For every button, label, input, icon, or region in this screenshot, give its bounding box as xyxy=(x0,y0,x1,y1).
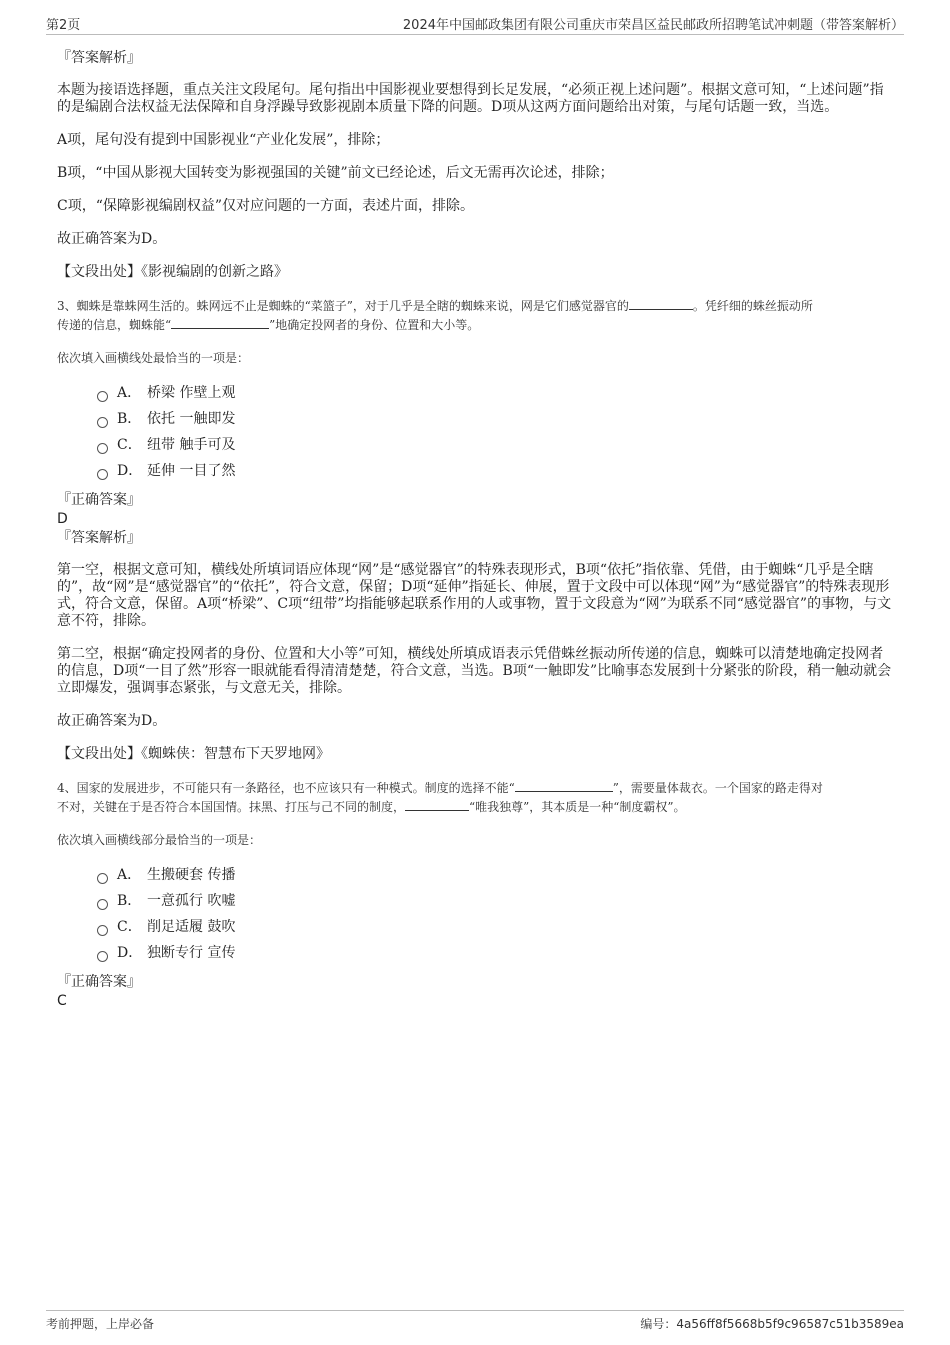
page-number: 第2页 xyxy=(46,18,81,33)
option-list xyxy=(57,862,897,966)
radio-icon[interactable] xyxy=(97,469,108,480)
blank-line xyxy=(405,798,469,811)
analysis-label: 『答案解析』 xyxy=(57,50,141,66)
radio-icon[interactable] xyxy=(97,443,108,454)
document-id: 编号：4a56ff8f5668b5f9c96587c51b3589ea xyxy=(640,1317,904,1331)
conclusion: 故正确答案为D。 xyxy=(57,231,167,247)
blank-line xyxy=(171,316,269,329)
option-b[interactable]: B． 一意孤行 吹嘘 xyxy=(97,888,897,914)
correct-answer: C xyxy=(57,993,67,1009)
analysis-paragraph: C项，“保障影视编剧权益”仅对应问题的一方面，表述片面，排除。 xyxy=(57,198,475,214)
footer-slogan: 考前押题，上岸必备 xyxy=(46,1317,155,1331)
analysis-label: 『答案解析』 xyxy=(57,530,141,546)
option-d[interactable]: D． 独断专行 宣传 xyxy=(97,940,897,966)
analysis-paragraph: 第二空，根据“确定投网者的身份、位置和大小等”可知，横线处所填成语表示凭借蛛丝振动所传递的信息，蜘蛛可以清楚地确定投网者的信息，D项“一目了然”形容一眼就能看得清清楚楚，符合文意，当选。B项“一触即发”比喻事态发展到十分紧张的阶段，稍一触动就会立即爆发，强调事态紧张，与文意无关，排除。 xyxy=(57,646,892,696)
radio-icon[interactable] xyxy=(97,951,108,962)
correct-answer-label: 『正确答案』 xyxy=(57,492,141,508)
document-title: 2024年中国邮政集团有限公司重庆市荣昌区益民邮政所招聘笔试冲刺题（带答案解析） xyxy=(402,18,904,33)
analysis-paragraph: 第一空，根据文意可知，横线处所填词语应体现“网”是“感觉器官”的特殊表现形式，B项“依托”指依靠、凭借，由于蜘蛛“几乎是全瞎的”，故“网”是“感觉器官”的“依托”，符合文意，保留；D项“延伸”指延长、伸展，置于文段中可以体现“网”为“感觉器官”的特殊表现形式，符合文意，保留。A项“桥梁”、C项“纽带”均指能够起联系作用的人或事物，置于文段意为“网”为联系不同“感觉器官”的事物，与文意不符，排除。 xyxy=(57,562,892,629)
option-c[interactable]: C． 削足适履 鼓吹 xyxy=(97,914,897,940)
blank-line xyxy=(629,297,693,310)
blank-line xyxy=(515,779,613,792)
radio-icon[interactable] xyxy=(97,925,108,936)
correct-answer-label: 『正确答案』 xyxy=(57,974,141,990)
correct-answer: D xyxy=(57,511,68,527)
question-prompt: 依次填入画横线部分最恰当的一项是： xyxy=(57,833,262,847)
page-header xyxy=(46,14,904,35)
conclusion: 故正确答案为D。 xyxy=(57,713,167,729)
document-body xyxy=(57,48,897,1010)
option-c[interactable]: C． 纽带 触手可及 xyxy=(97,432,897,458)
option-b[interactable]: B． 依托 一触即发 xyxy=(97,406,897,432)
question-prompt: 依次填入画横线处最恰当的一项是： xyxy=(57,351,250,365)
option-list xyxy=(57,380,897,484)
option-a[interactable]: A． 桥梁 作壁上观 xyxy=(97,380,897,406)
analysis-paragraph: A项，尾句没有提到中国影视业“产业化发展”，排除； xyxy=(57,132,390,148)
page-footer xyxy=(46,1310,904,1335)
option-a[interactable]: A． 生搬硬套 传播 xyxy=(97,862,897,888)
radio-icon[interactable] xyxy=(97,417,108,428)
question-stem: 4、国家的发展进步，不可能只有一条路径，也不应该只有一种模式。制度的选择不能“ ”，需要量体裁衣。一个国家的路走得对 不对，关键在于是否符合本国国情。抹黑、打压与己不同的制度， “唯我独尊”，其本质是一种“制度霸权”。 xyxy=(57,781,823,814)
question-stem: 3、蜘蛛是靠蛛网生活的。蛛网远不止是蜘蛛的“菜篮子”，对于几乎是全瞎的蜘蛛来说，网是它们感觉器官的 。凭纤细的蛛丝振动所 传递的信息，蜘蛛能“ ”地确定投网者的身份、位置和大小等。 xyxy=(57,299,813,332)
analysis-paragraph: B项，“中国从影视大国转变为影视强国的关键”前文已经论述，后文无需再次论述，排除； xyxy=(57,165,614,181)
analysis-paragraph: 本题为接语选择题，重点关注文段尾句。尾句指出中国影视业要想得到长足发展，“必须正视上述问题”。根据文意可知，“上述问题”指的是编剧合法权益无法保障和自身浮躁导致影视剧本质量下降的问题。D项从这两方面问题给出对策，与尾句话题一致，当选。 xyxy=(57,82,884,115)
source: 【文段出处】《蜘蛛侠：智慧布下天罗地网》 xyxy=(57,746,330,762)
option-d[interactable]: D． 延伸 一目了然 xyxy=(97,458,897,484)
source: 【文段出处】《影视编剧的创新之路》 xyxy=(57,264,288,280)
radio-icon[interactable] xyxy=(97,873,108,884)
radio-icon[interactable] xyxy=(97,899,108,910)
radio-icon[interactable] xyxy=(97,391,108,402)
